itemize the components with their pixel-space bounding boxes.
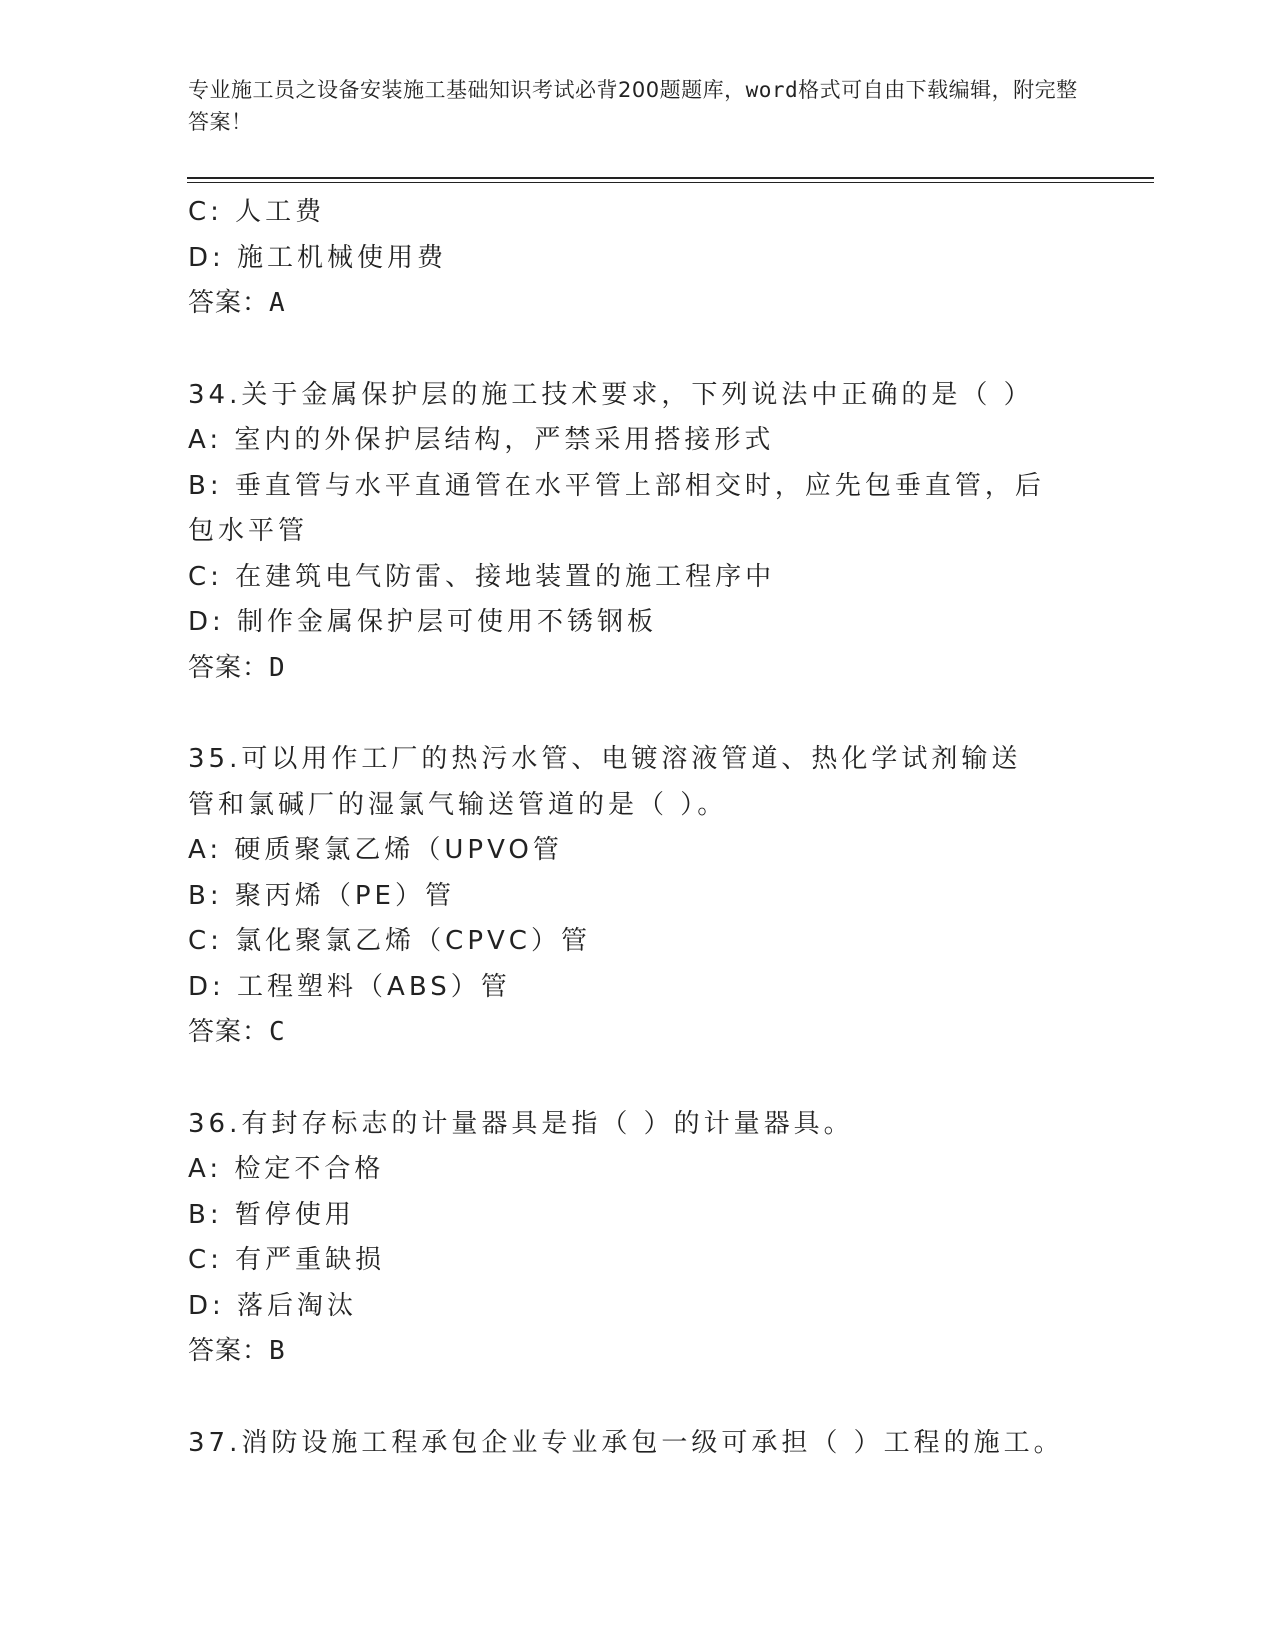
spacer <box>188 1375 1088 1421</box>
option-line: C: 有严重缺损 <box>188 1245 386 1275</box>
question-stem: 34.关于金属保护层的施工技术要求，下列说法中正确的是（ ） <box>188 379 1034 410</box>
option-line: A: 检定不合格 <box>188 1154 385 1184</box>
header-title-word: word <box>745 78 799 102</box>
answer-line <box>188 281 1088 327</box>
option-line: C: 在建筑电气防雷、接地装置的施工程序中 <box>188 561 776 592</box>
question-block-36 <box>188 1102 1088 1375</box>
question-block-35 <box>188 737 1088 1056</box>
spacer <box>188 327 1088 373</box>
option-line: B: 暂停使用 <box>188 1199 355 1230</box>
question-block-continued <box>188 190 1088 327</box>
question-block-37 <box>188 1421 1088 1467</box>
option-line: C: 人工费 <box>188 197 326 227</box>
option-line: D: 制作金属保护层可使用不锈钢板 <box>188 607 658 637</box>
option-line: A: 硬质聚氯乙烯（UPVO管 <box>188 835 563 865</box>
option-line: B: 聚丙烯（PE）管 <box>188 880 455 911</box>
answer-value: A <box>269 288 286 318</box>
answer-label: 答案： <box>188 288 270 318</box>
option-line: A: 室内的外保护层结构，严禁采用搭接形式 <box>188 425 775 455</box>
page-header <box>188 74 1088 138</box>
option-line: B: 垂直管与水平直通管在水平管上部相交时，应先包垂直管，后包水平管 <box>188 470 1045 546</box>
question-stem: 36.有封存标志的计量器具是指（ ）的计量器具。 <box>188 1108 854 1139</box>
answer-label: 答案： <box>188 1336 270 1366</box>
question-stem: 37.消防设施工程承包企业专业承包一级可承担（ ）工程的施工。 <box>188 1427 1064 1458</box>
question-block-34 <box>188 373 1088 692</box>
option-line: D: 工程塑料（ABS）管 <box>188 971 511 1002</box>
option-line: C: 氯化聚氯乙烯（CPVC）管 <box>188 926 591 956</box>
answer-line <box>188 1329 1088 1375</box>
document-body <box>188 190 1088 1466</box>
answer-value: C <box>269 1017 286 1047</box>
header-divider-thin <box>187 182 1154 183</box>
answer-label: 答案： <box>188 1017 270 1047</box>
header-title-suffix: 格式可自由下载编辑，附完整答案！ <box>188 78 1078 134</box>
header-title-prefix: 专业施工员之设备安装施工基础知识考试必背200题题库， <box>188 78 746 102</box>
answer-value: D <box>269 652 286 683</box>
option-line: D: 落后淘汰 <box>188 1290 358 1321</box>
answer-line <box>188 646 1088 692</box>
question-stem: 35.可以用作工厂的热污水管、电镀溶液管道、热化学试剂输送管和氯碱厂的湿氯气输送管道的是（ ）。 <box>188 744 1022 820</box>
option-line: D: 施工机械使用费 <box>188 242 448 273</box>
answer-label: 答案： <box>188 652 270 683</box>
spacer <box>188 1056 1088 1102</box>
answer-value: B <box>269 1336 286 1366</box>
answer-line <box>188 1010 1088 1056</box>
header-divider-thick <box>187 177 1154 179</box>
spacer <box>188 691 1088 737</box>
